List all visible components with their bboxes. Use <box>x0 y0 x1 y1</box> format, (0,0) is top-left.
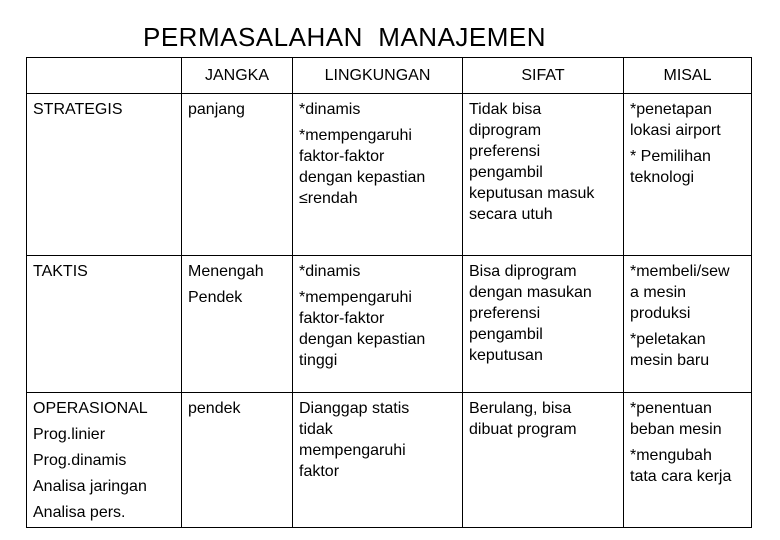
sifat-line: Bisa diprogram <box>469 263 577 280</box>
misal-line: produksi <box>630 305 691 322</box>
sifat-line: keputusan <box>469 347 543 364</box>
sifat-line: preferensi <box>469 143 541 160</box>
row-label-line: Analisa pers. <box>33 504 126 521</box>
lingkungan-line: faktor <box>299 463 340 480</box>
sifat-line: preferensi <box>469 305 541 322</box>
sifat-line: dengan masukan <box>469 284 592 301</box>
misal-line: *penentuan <box>630 400 712 417</box>
row-label-line: TAKTIS <box>33 263 88 280</box>
jangka-line: Pendek <box>188 289 243 306</box>
misal-cell <box>624 256 752 393</box>
row-label-line: Prog.linier <box>33 426 106 443</box>
misal-line: beban mesin <box>630 421 722 438</box>
lingkungan-line: dengan kepastian <box>299 169 426 186</box>
jangka-cell <box>182 256 293 393</box>
jangka-line: Menengah <box>188 263 264 280</box>
row-label-line: STRATEGIS <box>33 101 123 118</box>
header-sifat: SIFAT <box>463 58 624 94</box>
header-empty-cell <box>27 58 182 94</box>
misal-line: * Pemilihan <box>630 148 711 165</box>
header-lingkungan: LINGKUNGAN <box>293 58 463 94</box>
misal-cell <box>624 393 752 528</box>
page-title: PERMASALAHAN MANAJEMEN <box>143 22 547 52</box>
lingkungan-line: faktor-faktor <box>299 148 385 165</box>
misal-line: *peletakan <box>630 331 706 348</box>
row-label-cell <box>27 94 182 256</box>
misal-line: teknologi <box>630 169 695 186</box>
lingkungan-line: tidak <box>299 421 333 438</box>
lingkungan-cell <box>293 256 463 393</box>
misal-line: tata cara kerja <box>630 468 732 485</box>
misal-line: *penetapan <box>630 101 712 118</box>
sifat-cell <box>463 94 624 256</box>
table-row-taktis <box>27 256 752 393</box>
lingkungan-line: tinggi <box>299 352 338 369</box>
management-problems-table <box>26 57 752 528</box>
table-row-operasional <box>27 393 752 528</box>
sifat-cell <box>463 256 624 393</box>
jangka-line: pendek <box>188 400 241 417</box>
jangka-cell <box>182 393 293 528</box>
sifat-line: pengambil <box>469 164 543 181</box>
row-label-cell <box>27 393 182 528</box>
row-label-line: Prog.dinamis <box>33 452 127 469</box>
sifat-line: Tidak bisa <box>469 101 542 118</box>
lingkungan-line: *dinamis <box>299 101 361 118</box>
misal-line: a mesin <box>630 284 687 301</box>
sifat-line: secara utuh <box>469 206 553 223</box>
sifat-line: pengambil <box>469 326 543 343</box>
sifat-line: Berulang, bisa <box>469 400 572 417</box>
row-label-line: Analisa jaringan <box>33 478 147 495</box>
header-misal: MISAL <box>624 58 752 94</box>
sifat-line: dibuat program <box>469 421 577 438</box>
misal-line: *membeli/sew <box>630 263 730 280</box>
sifat-line: keputusan masuk <box>469 185 595 202</box>
misal-cell <box>624 94 752 256</box>
lingkungan-cell <box>293 94 463 256</box>
lingkungan-line: *mempengaruhi <box>299 289 412 306</box>
lingkungan-line: faktor-faktor <box>299 310 385 327</box>
lingkungan-line: mempengaruhi <box>299 442 406 459</box>
jangka-cell <box>182 94 293 256</box>
header-row <box>27 58 752 94</box>
misal-line: mesin baru <box>630 352 710 369</box>
lingkungan-cell <box>293 393 463 528</box>
sifat-cell <box>463 393 624 528</box>
row-label-cell <box>27 256 182 393</box>
jangka-line: panjang <box>188 101 245 118</box>
lingkungan-line: dengan kepastian <box>299 331 426 348</box>
sifat-line: diprogram <box>469 122 542 139</box>
lingkungan-line: Dianggap statis <box>299 400 410 417</box>
row-label-line: OPERASIONAL <box>33 400 148 417</box>
misal-line: *mengubah <box>630 447 712 464</box>
lingkungan-line: *mempengaruhi <box>299 127 412 144</box>
lingkungan-line: ≤rendah <box>299 190 358 207</box>
table-row-strategis <box>27 94 752 256</box>
misal-line: lokasi airport <box>630 122 721 139</box>
header-jangka: JANGKA <box>182 58 293 94</box>
lingkungan-line: *dinamis <box>299 263 361 280</box>
